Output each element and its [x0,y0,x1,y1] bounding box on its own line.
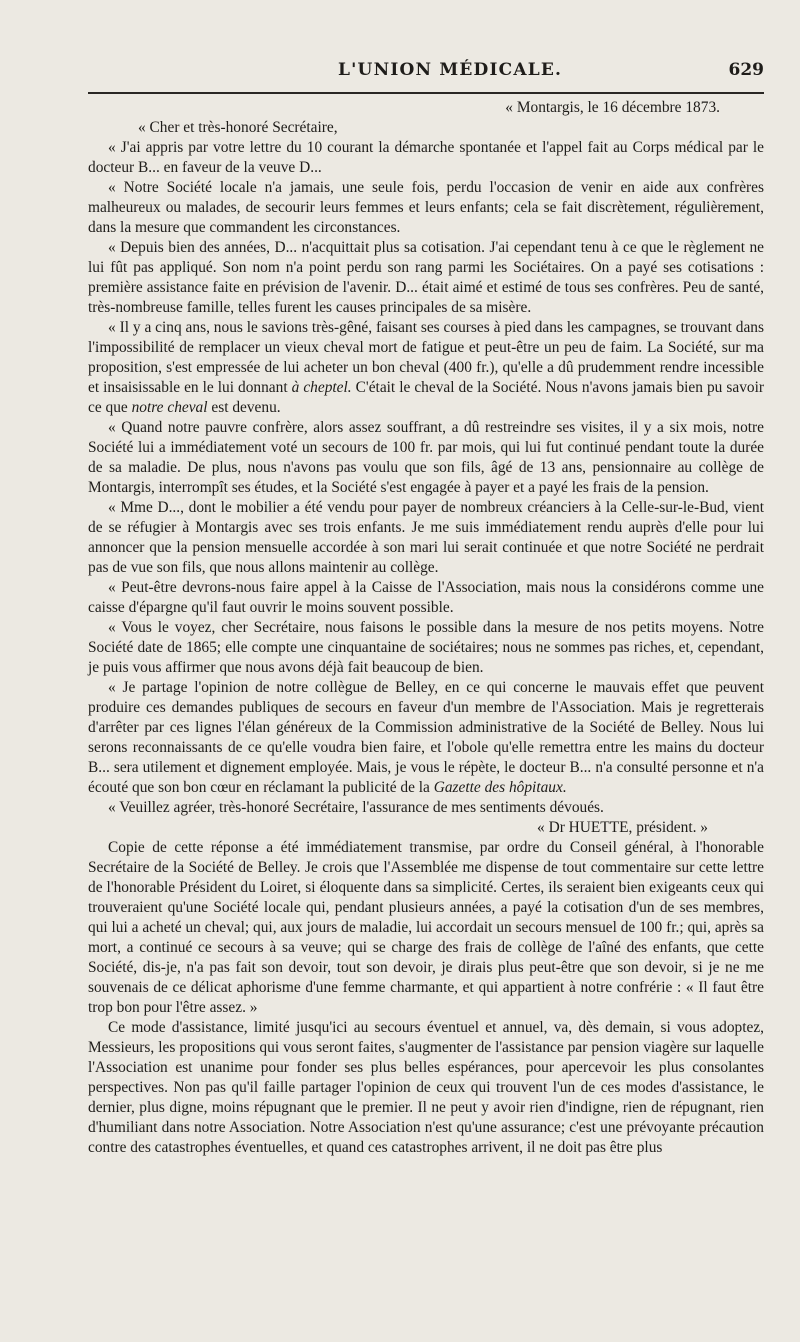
commentary-paragraph-2: Ce mode d'assistance, limité jusqu'ici au secours éventuel et annuel, va, dès demain, si vous adoptez, Messieurs, les propositions qui vous seront faites, s'augmenter de l'assistance par pension viagère sur laquelle l'Association est unanime pour fonder ses plus belles espérances, pour apercevoir les plus consolantes perspectives. Non pas qu'il faille partager l'opinion de ceux qui trouvent l'un de ces modes d'assistance, le dernier, plus digne, moins répugnant que le premier. Il ne peut y avoir rien d'indigne, rien de répugnant, rien d'humiliant dans notre Association. Notre Association n'est qu'une assurance; c'est une prévoyante précaution contre des catastrophes éventuelles, et quand ces catastrophes arrivent, il ne doit pas être plus [88,1019,764,1156]
page-body [88,98,764,1158]
letter-dateline: « Montargis, le 16 décembre 1873. [505,99,720,116]
letter-paragraph-8: « Vous le voyez, cher Secrétaire, nous faisons le possible dans la mesure de nos petits moyens. Notre Société date de 1865; elle compte une cinquantaine de sociétaires; nous ne sommes pas riches, et, cependant, je puis vous affirmer que nous avons déjà fait beaucoup de bien. [88,619,764,676]
page-number: 629 [728,60,764,80]
letter-paragraph-7: « Peut-être devrons-nous faire appel à la Caisse de l'Association, mais nous la considérons comme une caisse d'épargne qu'il faut ouvrir le moins souvent possible. [88,579,764,616]
page-header [88,56,764,86]
letter-paragraph-9-text: « Je partage l'opinion de notre collègue de Belley, en ce qui concerne le mauvais effet que peuvent produire ces demandes publiques de secours en faveur d'un membre de l'Association. Mais je regretterais d'arrêter par ces lignes l'élan généreux de la Commission administrative de la Société de Belley. Nous lui serons reconnaissants de ce qu'elle voudra bien faire, et l'obole qu'elle remettra entre les mains du docteur B... sera utilement et dignement employée. Mais, je vous le répète, le docteur B... n'a consulté personne et n'a écouté que son bon cœur en réclamant la publicité de la [88,679,764,796]
letter-paragraph-2: « Notre Société locale n'a jamais, une seule fois, perdu l'occasion de venir en aide aux confrères malheureux ou malades, de secourir leurs femmes et leurs enfants; cela se fait discrètement, régulièrement, dans la mesure que commandent les circonstances. [88,179,764,236]
letter-paragraph-10: « Veuillez agréer, très-honoré Secrétaire, l'assurance de mes sentiments dévoués. [108,799,604,816]
letter-paragraph-4-italic-a: à cheptel. [291,379,352,396]
letter-paragraph-4-italic-b: notre cheval [131,399,208,416]
letter-signature: « Dr HUETTE, président. » [537,819,708,836]
letter-paragraph-5: « Quand notre pauvre confrère, alors assez souffrant, a dû restreindre ses visites, il y a six mois, notre Société lui a immédiatement voté un secours de 100 fr. par mois, qui lui fut continué pendant toute la durée de sa maladie. De plus, nous n'avons pas voulu que son fils, âgé de 13 ans, pensionnaire au collège de Montargis, interrompît ses études, et la Société s'est engagée à payer et a payé les frais de la pension. [88,419,764,496]
letter-paragraph-4 [88,318,764,418]
letter-paragraph-3: « Depuis bien des années, D... n'acquittait plus sa cotisation. J'ai cependant tenu à ce que le règlement ne lui fût pas appliqué. Son nom n'a point perdu son rang parmi les Sociétaires. On a payé ses cotisations : première assistance faite en prévision de l'avenir. D... était aimé et estimé de tous ses confrères. Peu de santé, très-nombreuse famille, telles furent les causes principales de sa misère. [88,239,764,316]
letter-paragraph-4-text-b: C'était le cheval de la Société. Nous n'avons jamais bien pu savoir ce que [88,379,764,416]
letter-paragraph-9 [88,678,764,798]
letter-paragraph-6: « Mme D..., dont le mobilier a été vendu pour payer de nombreux créanciers à la Celle-sur-le-Bud, vient de se réfugier à Montargis avec ses trois enfants. Je me suis immédiatement rendu auprès d'elle pour lui annoncer que la pension mensuelle accordée à son mari lui serait continuée et que notre Société ne perdrait pas de vue son fils, que nous allons maintenir au collège. [88,499,764,576]
commentary-paragraph-1: Copie de cette réponse a été immédiatement transmise, par ordre du Conseil général, à l'honorable Secrétaire de la Société de Belley. Je crois que l'Assemblée me dispense de tout commentaire sur cette lettre de l'honorable Président du Loiret, si éloquente dans sa simplicité. Certes, ils seraient bien exigeants ceux qui trouveraient qu'une Société locale qui, pendant plusieurs années, a payé la cotisation d'un de ses membres, qui lui a acheté un cheval; qui, aux jours de maladie, lui accordait un secours mensuel de 100 fr.; qui, après sa mort, a continué ce secours à sa veuve; qui se charge des frais de collège de l'aîné des enfants, que cette Société, dis-je, n'a pas fait son devoir, tout son devoir, je dirais plus peut-être que son devoir, si je ne me souvenais de ce délicat aphorisme d'une femme charmante, et qui appartient à notre confrérie : « Il faut être trop bon pour l'être assez. » [88,839,764,1016]
letter-paragraph-1: « J'ai appris par votre lettre du 10 courant la démarche spontanée et l'appel fait au Corps médical par le docteur B... en faveur de la veuve D... [88,139,764,176]
running-title: L'UNION MÉDICALE. [338,60,563,80]
letter-paragraph-4-text-a: « Il y a cinq ans, nous le savions très-gêné, faisant ses courses à pied dans les campagnes, se trouvant dans l'impossibilité de remplacer un vieux cheval mort de fatigue et peut-être un peu de faim. La Société, sur ma proposition, s'est empressée de lui acheter un bon cheval (400 fr.), qu'elle a dû prudemment rendre incessible et insaisissable en le lui donnant [88,319,764,396]
letter-paragraph-9-italic: Gazette des hôpitaux. [433,779,567,796]
letter-salutation: « Cher et très-honoré Secrétaire, [138,119,338,136]
header-rule [88,92,764,94]
letter-paragraph-4-text-c: est devenu. [211,399,281,416]
